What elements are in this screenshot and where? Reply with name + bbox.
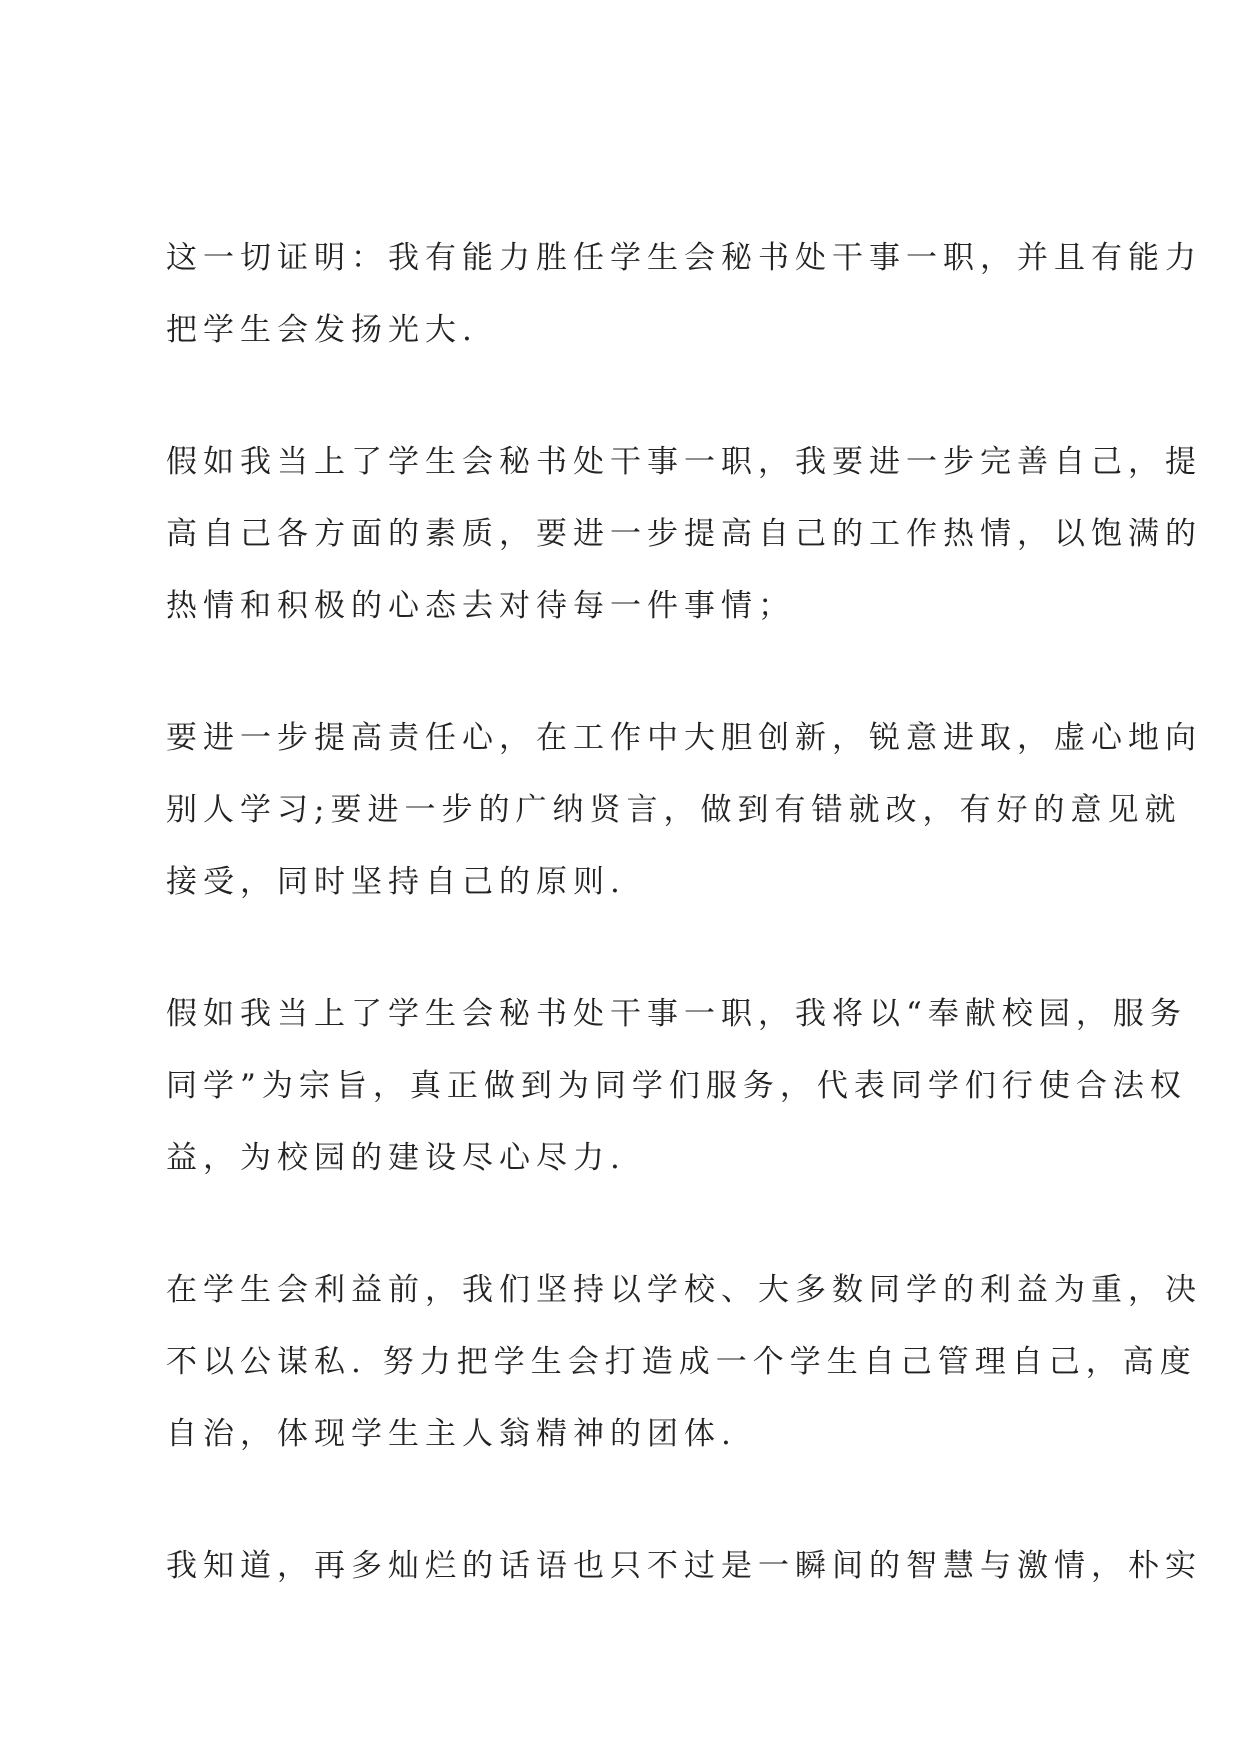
text-line: 自治，体现学生主人翁精神的团体. [166, 1416, 737, 1452]
text-line: 接受，同时坚持自己的原则. [166, 864, 626, 900]
text-line: 不以公谋私. 努力把学生会打造成一个学生自己管理自己，高度 [166, 1344, 1197, 1380]
text-line: 高自己各方面的素质，要进一步提高自己的工作热情，以饱满的 [166, 516, 1202, 552]
text-line: 假如我当上了学生会秘书处干事一职，我将以“奉献校园，服务 [166, 996, 1187, 1032]
text-line: 同学”为宗旨，真正做到为同学们服务，代表同学们行使合法权 [166, 1068, 1187, 1104]
text-line: 热情和积极的心态去对待每一件事情； [166, 588, 795, 624]
text-line: 这一切证明：我有能力胜任学生会秘书处干事一职，并且有能力 [166, 240, 1202, 276]
document-body [166, 222, 1202, 1662]
text-line: 把学生会发扬光大. [166, 312, 478, 348]
paragraph [166, 426, 1202, 642]
paragraph [166, 1254, 1202, 1470]
paragraph [166, 978, 1187, 1194]
text-line: 我知道，再多灿烂的话语也只不过是一瞬间的智慧与激情，朴实 [166, 1548, 1202, 1584]
text-line: 在学生会利益前，我们坚持以学校、大多数同学的利益为重，决 [166, 1272, 1202, 1308]
paragraph [166, 222, 1202, 366]
text-line: 假如我当上了学生会秘书处干事一职，我要进一步完善自己，提 [166, 444, 1202, 480]
text-line: 要进一步提高责任心，在工作中大胆创新，锐意进取，虚心地向 [166, 720, 1202, 756]
text-line: 益，为校园的建设尽心尽力. [166, 1140, 626, 1176]
paragraph [166, 1530, 1202, 1602]
text-line: 别人学习;要进一步的广纳贤言，做到有错就改，有好的意见就 [166, 792, 1182, 828]
paragraph [166, 702, 1202, 918]
